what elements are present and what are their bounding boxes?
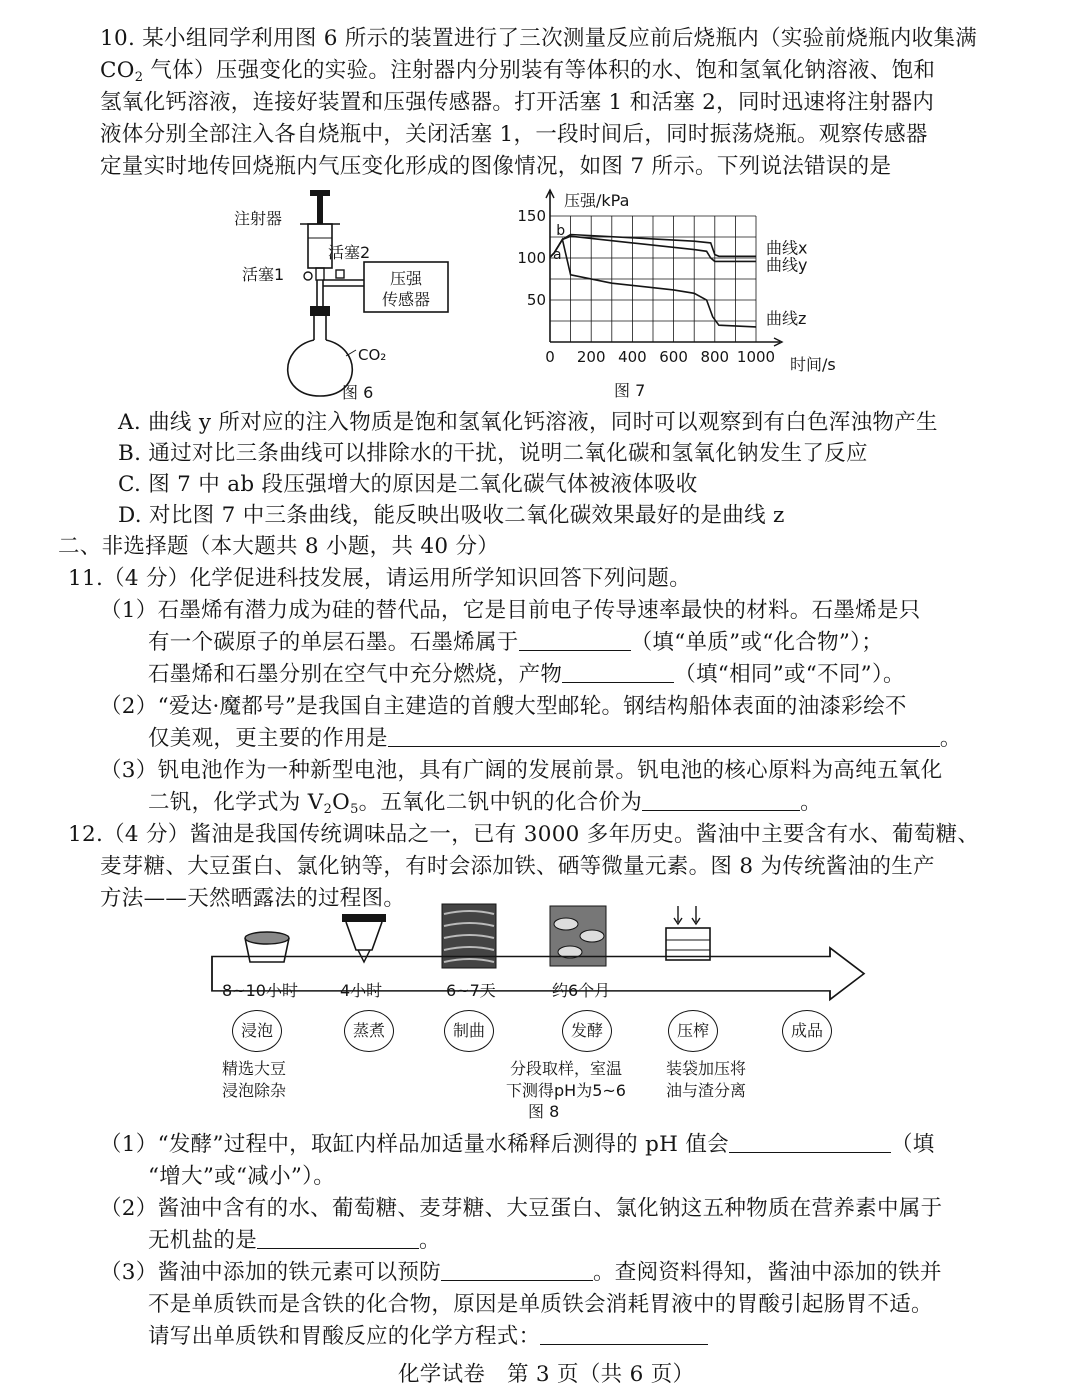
figure-6-caption: 图 6	[342, 383, 374, 402]
y-tick-label: 50	[526, 291, 546, 309]
answer-blank[interactable]	[257, 1226, 419, 1249]
answer-blank[interactable]	[540, 1322, 708, 1345]
q11-part3-line2: 二钒，化学式为 $V_2O_5$。五氧化二钒中钒的化合价为 。	[148, 790, 822, 817]
figure-6-apparatus	[228, 188, 468, 410]
duration-soak: 8~10小时	[222, 981, 298, 1000]
duration-steam: 4小时	[340, 981, 383, 1000]
q11-part2-line1: （2）“爱达·魔都号”是我国自主建造的首艘大型邮轮。钢结构船体表面的油漆彩绘不	[100, 694, 907, 719]
q12-part3-line1: （3）酱油中添加的铁元素可以预防 。查阅资料得知，酱油中添加的铁并	[100, 1260, 942, 1285]
stage-steam: 蒸煮	[344, 1010, 394, 1052]
koji-tray-icon	[442, 904, 496, 968]
steamer-icon	[342, 914, 386, 962]
x-tick-label: 400	[618, 348, 647, 366]
q11-part1-line2: 有一个碳原子的单层石墨。石墨烯属于 （填“单质”或“化合物”）；	[148, 630, 884, 655]
q11-stem: 11.（4 分）化学促进科技发展，请运用所学知识回答下列问题。	[68, 566, 692, 591]
page-footer: 化学试卷 第 3 页（共 6 页）	[398, 1362, 695, 1387]
point-label-b: b	[556, 223, 566, 239]
chart-grid	[546, 190, 782, 346]
sensor-label-line2: 传感器	[381, 290, 431, 309]
q12-part1-line2: “增大”或“减小”）。	[148, 1164, 336, 1189]
q12-part2-line1: （2）酱油中含有的水、葡萄糖、麦芽糖、大豆蛋白、氯化钠这五种物质在营养素中属于	[100, 1196, 943, 1221]
chart-lines	[550, 223, 807, 328]
q12-stem-line2: 麦芽糖、大豆蛋白、氯化钠等，有时会添加铁、硒等微量元素。图 8 为传统酱油的生产	[100, 854, 935, 879]
x-tick-label: 1000	[736, 348, 776, 366]
series-label-2: 曲线y	[766, 255, 808, 275]
desc-soak: 精选大豆 浸泡除杂	[222, 1059, 287, 1100]
co2-label: CO₂	[358, 346, 387, 364]
stage-ferment: 发酵	[562, 1010, 612, 1052]
q10-stem-line3: 氢氧化钙溶液，连接好装置和压强传感器。打开活塞 1 和活塞 2，同时迅速将注射器内	[100, 90, 935, 115]
sensor-label-line1: 压强	[389, 269, 423, 288]
soak-pot-icon	[245, 932, 289, 962]
q10-option-a: A. 曲线 y 所对应的注入物质是饱和氢氧化钙溶液，同时可以观察到有白色浑浊物产生	[118, 410, 938, 435]
stage-product: 成品	[782, 1010, 832, 1052]
desc-press: 装袋加压将 油与渣分离	[666, 1059, 747, 1100]
duration-koji: 6~7天	[446, 981, 496, 1000]
q12-part3-line3: 请写出单质铁和胃酸反应的化学方程式：	[148, 1322, 708, 1352]
figure-8-process	[200, 900, 880, 1012]
answer-blank[interactable]	[388, 724, 940, 747]
chart-xlabel: 时间/s	[790, 355, 836, 374]
section-2-heading: 二、非选择题（本大题共 8 小题，共 40 分）	[58, 534, 500, 559]
q10-stem-line1: 10. 某小组同学利用图 6 所示的装置进行了三次测量反应前后烧瓶内（实验前烧瓶内收集满	[100, 26, 978, 51]
answer-blank[interactable]	[519, 628, 631, 651]
q11-part3-line1: （3）钒电池作为一种新型电池，具有广阔的发展前景。钒电池的核心原料为高纯五氧化	[100, 758, 943, 783]
x-tick-label: 800	[700, 348, 730, 366]
stage-press: 压榨	[668, 1010, 718, 1052]
answer-blank[interactable]	[729, 1130, 891, 1153]
chart-ylabel: 压强/kPa	[564, 191, 630, 210]
q10-stem-line2: $CO_2$ 气体）压强变化的实验。注射器内分别装有等体积的水、饱和氢氧化钠溶液、饱和	[100, 58, 936, 85]
x-tick-label: 200	[576, 348, 606, 366]
q12-part2-line2: 无机盐的是 。	[148, 1228, 441, 1253]
q10-stem-line5: 定量实时地传回烧瓶内气压变化形成的图像情况，如图 7 所示。下列说法错误的是	[100, 154, 892, 179]
q11-part1-line1: （1）石墨烯有潜力成为硅的替代品，它是目前电子传导速率最快的材料。石墨烯是只	[100, 598, 921, 623]
q12-stem-line1: 12.（4 分）酱油是我国传统调味品之一，已有 3000 多年历史。酱油中主要含有水、葡萄糖、	[68, 822, 980, 847]
stage-soak: 浸泡	[232, 1010, 282, 1052]
q11-part2-line2: 仅美观，更主要的作用是 。	[148, 726, 962, 751]
q11-part1-line3: 石墨烯和石墨分别在空气中充分燃烧，产物 （填“相同”或“不同”）。	[148, 662, 905, 687]
y-tick-label: 100	[517, 249, 546, 267]
x-tick-label: 0	[545, 348, 555, 366]
valve1-label: 活塞1	[242, 265, 285, 284]
answer-blank[interactable]	[642, 788, 800, 811]
q10-option-b: B. 通过对比三条曲线可以排除水的干扰，说明二氧化碳和氢氧化钠发生了反应	[118, 441, 868, 466]
series-label-3: 曲线z	[766, 308, 807, 328]
press-icon	[666, 906, 710, 960]
point-label-a: a	[553, 247, 562, 264]
q12-stem-line3: 方法——天然晒露法的过程图。	[100, 886, 406, 911]
q10-option-c: C. 图 7 中 ab 段压强增大的原因是二氧化碳气体被液体吸收	[118, 472, 698, 497]
series-label-1: 曲线x	[766, 238, 808, 258]
stage-koji: 制曲	[444, 1010, 494, 1052]
q12-part1-line1: （1）“发酵”过程中，取缸内样品加适量水稀释后测得的 pH 值会 （填	[100, 1132, 935, 1157]
valve2-label: 活塞2	[328, 243, 371, 262]
q12-part3-line2: 不是单质铁而是含铁的化合物，原因是单质铁会消耗胃液中的胃酸引起肠胃不适。	[148, 1292, 933, 1317]
figure-7-chart	[506, 186, 856, 406]
desc-ferment: 分段取样，室温 下测得pH为5~6	[506, 1059, 626, 1100]
answer-blank[interactable]	[562, 660, 674, 683]
answer-blank[interactable]	[441, 1258, 593, 1281]
figure-7-caption: 图 7	[614, 381, 646, 400]
q10-stem-line4: 液体分别全部注入各自烧瓶中，关闭活塞 1，一段时间后，同时振荡烧瓶。观察传感器	[100, 122, 928, 147]
syringe-label: 注射器	[234, 209, 283, 228]
x-tick-label: 600	[659, 348, 688, 366]
y-tick-label: 150	[517, 207, 546, 225]
duration-ferment: 约6个月	[552, 981, 611, 1000]
figure-8-caption: 图 8	[528, 1102, 560, 1121]
q10-option-d: D. 对比图 7 中三条曲线，能反映出吸收二氧化碳效果最好的是曲线 z	[118, 503, 785, 528]
